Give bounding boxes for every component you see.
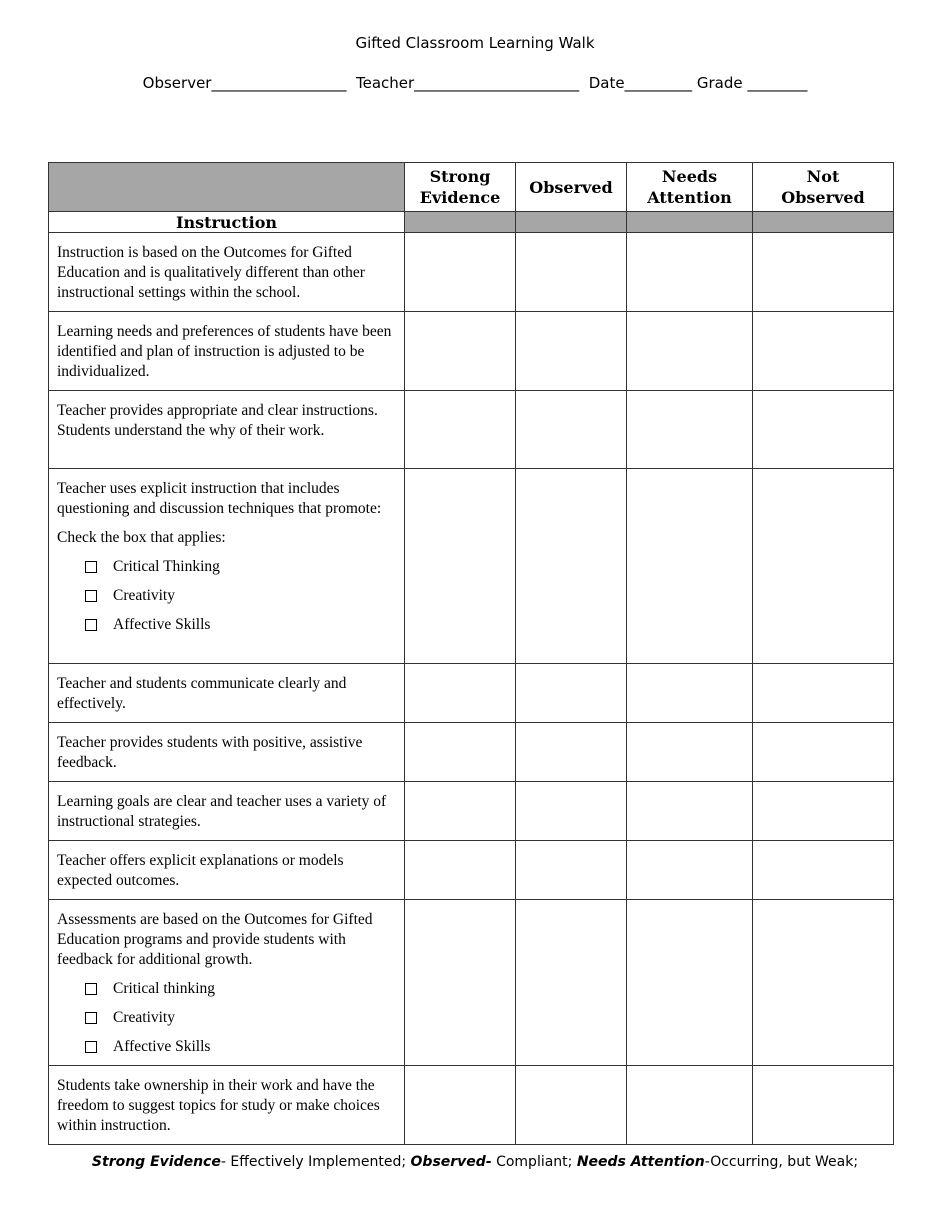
rating-cell-not-observed[interactable] xyxy=(753,1066,894,1145)
col-not-observed: Not Observed xyxy=(753,163,894,212)
rating-cell-needs-attention[interactable] xyxy=(627,841,753,900)
criteria-text: Teacher and students communicate clearly and effectively. xyxy=(57,675,347,712)
rating-cell-strong-evidence[interactable] xyxy=(405,841,516,900)
rating-cell-strong-evidence[interactable] xyxy=(405,900,516,1066)
rating-cell-not-observed[interactable] xyxy=(753,469,894,664)
checkbox-icon[interactable] xyxy=(85,1012,97,1024)
criteria-text: Teacher offers explicit explanations or models expected outcomes. xyxy=(57,852,344,889)
rating-cell-not-observed[interactable] xyxy=(753,233,894,312)
criteria-text: Teacher provides students with positive, assistive feedback. xyxy=(57,734,363,771)
section-label: Instruction xyxy=(49,212,405,233)
rating-cell-observed[interactable] xyxy=(516,900,627,1066)
criteria-row xyxy=(49,782,894,841)
criteria-row xyxy=(49,900,894,1066)
rating-cell-not-observed[interactable] xyxy=(753,900,894,1066)
learning-walk-table xyxy=(48,162,894,1145)
col-needs-attention: Needs Attention xyxy=(627,163,753,212)
checkbox-icon[interactable] xyxy=(85,983,97,995)
criteria-text-cell xyxy=(49,469,405,664)
rating-cell-needs-attention[interactable] xyxy=(627,723,753,782)
criteria-text-cell xyxy=(49,233,405,312)
checkbox-label: Critical thinking xyxy=(113,980,216,997)
rating-cell-strong-evidence[interactable] xyxy=(405,233,516,312)
col-strong-evidence: Strong Evidence xyxy=(405,163,516,212)
rating-cell-needs-attention[interactable] xyxy=(627,312,753,391)
rating-cell-strong-evidence[interactable] xyxy=(405,723,516,782)
rating-cell-not-observed[interactable] xyxy=(753,391,894,469)
criteria-row xyxy=(49,1066,894,1145)
criteria-text: Learning needs and preferences of students have been identified and plan of instruction is adjusted to be individualized. xyxy=(57,323,392,380)
rating-cell-observed[interactable] xyxy=(516,723,627,782)
criteria-instruction: Check the box that applies: xyxy=(57,529,226,546)
checkbox-option[interactable] xyxy=(85,979,396,999)
criteria-text-cell xyxy=(49,782,405,841)
criteria-text: Instruction is based on the Outcomes for Gifted Education and is qualitatively different than other instructional settings within the school. xyxy=(57,244,365,301)
rating-cell-observed[interactable] xyxy=(516,664,627,723)
rating-cell-needs-attention[interactable] xyxy=(627,782,753,841)
rating-cell-observed[interactable] xyxy=(516,841,627,900)
criteria-text-cell xyxy=(49,1066,405,1145)
rating-cell-needs-attention[interactable] xyxy=(627,391,753,469)
criteria-text: Assessments are based on the Outcomes for Gifted Education programs and provide students with feedback for additional growth. xyxy=(57,911,373,968)
observer-teacher-date-grade-fields: Observer__________________ Teacher______________________ Date_________ Grade ________ xyxy=(142,74,808,92)
rating-cell-not-observed[interactable] xyxy=(753,723,894,782)
criteria-rows xyxy=(49,233,894,1145)
page-title: Gifted Classroom Learning Walk xyxy=(355,34,595,52)
section-row xyxy=(49,212,894,233)
rating-cell-not-observed[interactable] xyxy=(753,312,894,391)
checkbox-option[interactable] xyxy=(85,586,396,606)
checkbox-option[interactable] xyxy=(85,1008,396,1028)
checkbox-option[interactable] xyxy=(85,557,396,577)
criteria-row xyxy=(49,312,894,391)
rating-cell-observed[interactable] xyxy=(516,782,627,841)
checkbox-icon[interactable] xyxy=(85,1041,97,1053)
legend: Strong Evidence- Effectively Implemented; Observed- Compliant; Needs Attention-Occurring, but Weak; xyxy=(91,1154,859,1170)
criteria-row xyxy=(49,723,894,782)
criteria-text: Learning goals are clear and teacher uses a variety of instructional strategies. xyxy=(57,793,387,830)
criteria-text-cell xyxy=(49,664,405,723)
criteria-text-cell xyxy=(49,841,405,900)
checkbox-label: Affective Skills xyxy=(113,1038,211,1055)
checkbox-label: Creativity xyxy=(113,1009,175,1026)
rating-cell-strong-evidence[interactable] xyxy=(405,664,516,723)
rating-cell-observed[interactable] xyxy=(516,469,627,664)
criteria-text-cell xyxy=(49,723,405,782)
rating-cell-observed[interactable] xyxy=(516,233,627,312)
criteria-row xyxy=(49,233,894,312)
criteria-row xyxy=(49,391,894,469)
rating-cell-strong-evidence[interactable] xyxy=(405,782,516,841)
checkbox-icon[interactable] xyxy=(85,619,97,631)
rating-cell-observed[interactable] xyxy=(516,391,627,469)
header-blank-cell xyxy=(49,163,405,212)
rating-cell-strong-evidence[interactable] xyxy=(405,312,516,391)
checkbox-option[interactable] xyxy=(85,1037,396,1057)
checkbox-label: Critical Thinking xyxy=(113,558,220,575)
rating-cell-not-observed[interactable] xyxy=(753,664,894,723)
rating-cell-observed[interactable] xyxy=(516,1066,627,1145)
criteria-text-cell xyxy=(49,900,405,1066)
col-observed: Observed xyxy=(516,163,627,212)
rating-cell-needs-attention[interactable] xyxy=(627,469,753,664)
rating-cell-needs-attention[interactable] xyxy=(627,1066,753,1145)
criteria-text-cell xyxy=(49,312,405,391)
criteria-text: Teacher uses explicit instruction that includes questioning and discussion techniques that promote: xyxy=(57,480,382,517)
checkbox-option[interactable] xyxy=(85,615,396,635)
rating-cell-needs-attention[interactable] xyxy=(627,664,753,723)
rating-cell-strong-evidence[interactable] xyxy=(405,469,516,664)
rating-cell-not-observed[interactable] xyxy=(753,841,894,900)
checkbox-label: Creativity xyxy=(113,587,175,604)
rating-cell-needs-attention[interactable] xyxy=(627,900,753,1066)
criteria-row xyxy=(49,469,894,664)
rating-cell-strong-evidence[interactable] xyxy=(405,1066,516,1145)
criteria-text-cell xyxy=(49,391,405,469)
rating-cell-not-observed[interactable] xyxy=(753,782,894,841)
criteria-text: Teacher provides appropriate and clear instructions. Students understand the why of their work. xyxy=(57,402,378,439)
rating-cell-needs-attention[interactable] xyxy=(627,233,753,312)
checkbox-icon[interactable] xyxy=(85,561,97,573)
criteria-row xyxy=(49,664,894,723)
criteria-row xyxy=(49,841,894,900)
checkbox-icon[interactable] xyxy=(85,590,97,602)
header-row xyxy=(49,163,894,212)
rating-cell-strong-evidence[interactable] xyxy=(405,391,516,469)
checkbox-label: Affective Skills xyxy=(113,616,211,633)
criteria-text: Students take ownership in their work and have the freedom to suggest topics for study or make choices within instruction. xyxy=(57,1077,380,1134)
rating-cell-observed[interactable] xyxy=(516,312,627,391)
